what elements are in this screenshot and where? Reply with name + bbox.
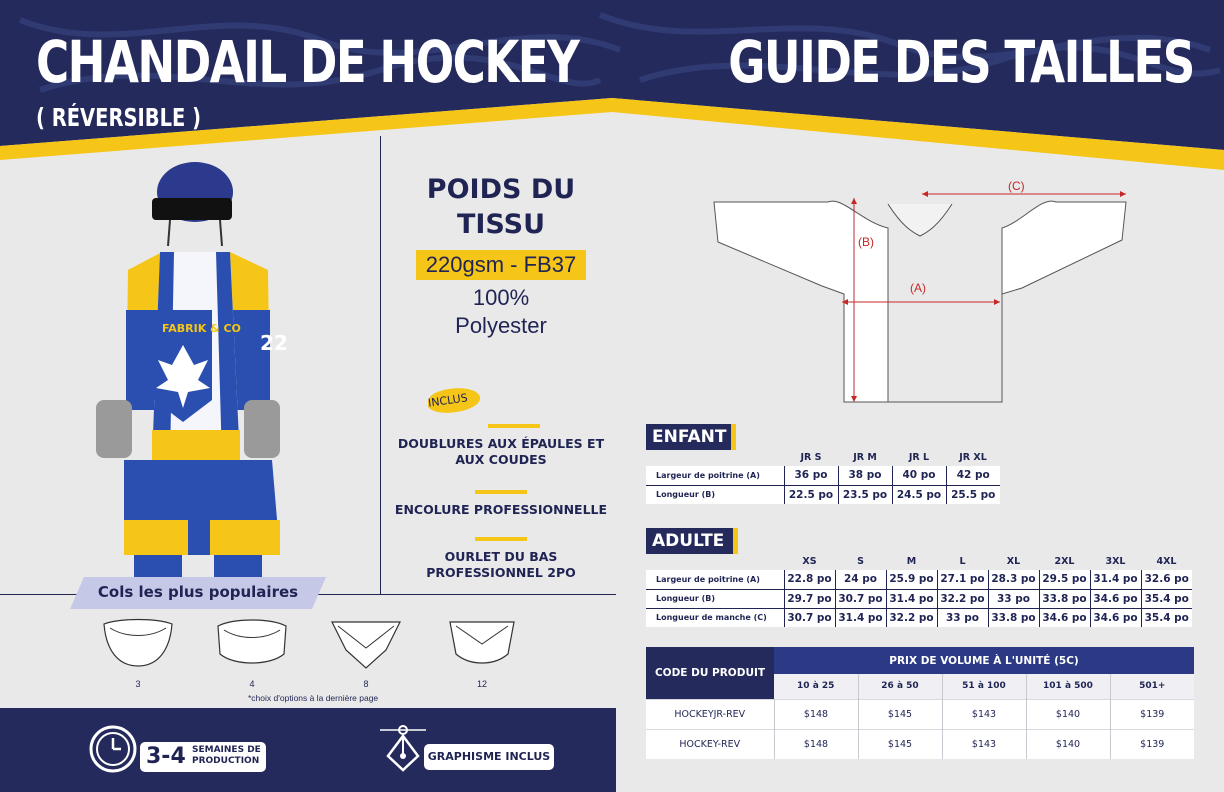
table-cell: 33.8 po <box>988 608 1039 627</box>
page-subtitle: ( RÉVERSIBLE ) <box>36 103 202 132</box>
label-b: (B) <box>858 235 874 249</box>
quantity-header: 51 à 100 <box>942 674 1026 699</box>
hockey-player-illustration <box>90 160 300 580</box>
table-cell: 34.6 po <box>1090 589 1141 608</box>
adulte-size-table <box>646 552 1192 627</box>
table-row <box>646 589 1192 608</box>
price-cell: $140 <box>1026 699 1110 729</box>
column-header: M <box>906 555 917 567</box>
collar-label: 3 <box>135 679 141 689</box>
pricing-row <box>646 729 1194 759</box>
table-cell: 35.4 po <box>1141 608 1192 627</box>
table-cell: 38 po <box>838 466 892 485</box>
feature-bar <box>488 424 540 428</box>
collar-label: 4 <box>249 679 255 689</box>
product-code-header: CODE DU PRODUIT <box>646 647 774 699</box>
quantity-header: 101 à 500 <box>1026 674 1110 699</box>
feature-item <box>386 490 616 518</box>
production-text-line2: PRODUCTION <box>192 756 260 766</box>
table-cell: 28.3 po <box>988 570 1039 589</box>
included-badge <box>424 383 482 419</box>
product-code: HOCKEY-REV <box>646 729 774 759</box>
table-cell: 33.8 po <box>1039 589 1090 608</box>
price-cell: $140 <box>1026 729 1110 759</box>
row-label: Longueur de manche (C) <box>646 608 784 627</box>
graphics-included-badge: GRAPHISME INCLUS <box>424 744 554 770</box>
feature-item <box>386 537 616 581</box>
table-row <box>646 608 1192 627</box>
table-cell: 34.6 po <box>1090 608 1141 627</box>
collar-8-icon <box>328 614 404 670</box>
column-header: JR XL <box>959 451 987 463</box>
footer-bar <box>0 708 616 792</box>
quantity-header: 26 à 50 <box>858 674 942 699</box>
table-cell: 25.5 po <box>946 485 1000 504</box>
empty-header <box>646 552 784 570</box>
price-cell: $139 <box>1110 729 1194 759</box>
column-header: JR M <box>853 451 877 463</box>
table-cell: 36 po <box>784 466 838 485</box>
collar-option[interactable] <box>100 614 176 689</box>
pricing-table <box>646 647 1194 759</box>
table-cell: 35.4 po <box>1141 589 1192 608</box>
table-cell: 31.4 po <box>1090 570 1141 589</box>
enfant-label: ENFANT <box>646 424 736 450</box>
table-header-row <box>646 448 1000 466</box>
table-cell: 24.5 po <box>892 485 946 504</box>
row-label: Largeur de poitrine (A) <box>646 466 784 485</box>
label-c: (C) <box>1008 179 1025 193</box>
pen-tool-icon <box>378 722 428 776</box>
feature-bar <box>475 537 527 541</box>
vertical-divider <box>380 136 381 594</box>
table-cell: 32.6 po <box>1141 570 1192 589</box>
table-cell: 29.7 po <box>784 589 835 608</box>
table-header-row <box>646 552 1192 570</box>
production-text-line1: SEMAINES DE <box>192 745 261 755</box>
column-header: JR L <box>908 451 930 463</box>
table-cell: 40 po <box>892 466 946 485</box>
page-title-left: CHANDAIL DE HOCKEY <box>36 28 579 96</box>
collars-banner-text: Cols les plus populaires <box>97 583 299 601</box>
quantity-header: 501+ <box>1110 674 1194 699</box>
collar-12-icon <box>444 614 520 670</box>
pricing-header-row <box>646 647 1194 674</box>
table-row <box>646 466 1000 485</box>
header-banner <box>0 0 1224 180</box>
feature-text: ENCOLURE PROFESSIONNELLE <box>394 502 608 517</box>
column-header: XL <box>1006 555 1021 567</box>
table-cell: 23.5 po <box>838 485 892 504</box>
collar-3-icon <box>100 614 176 670</box>
badge-text: INCLUS <box>427 391 469 410</box>
production-time-badge <box>140 742 266 772</box>
table-cell: 31.4 po <box>886 589 937 608</box>
row-label: Longueur (B) <box>646 589 784 608</box>
price-cell: $139 <box>1110 699 1194 729</box>
table-cell: 32.2 po <box>886 608 937 627</box>
clock-icon <box>88 724 138 774</box>
table-cell: 22.5 po <box>784 485 838 504</box>
jersey-measurement-diagram <box>712 176 1136 406</box>
label-a: (A) <box>910 281 926 295</box>
row-label: Largeur de poitrine (A) <box>646 570 784 589</box>
adulte-label: ADULTE <box>646 528 738 554</box>
pricing-row <box>646 699 1194 729</box>
price-cell: $145 <box>858 729 942 759</box>
table-cell: 29.5 po <box>1039 570 1090 589</box>
column-header: JR S <box>800 451 822 463</box>
price-cell: $148 <box>774 699 858 729</box>
quantity-header: 10 à 25 <box>774 674 858 699</box>
jersey-number: 22 <box>260 331 288 355</box>
table-cell: 42 po <box>946 466 1000 485</box>
collar-label: 12 <box>476 679 487 689</box>
column-header: XS <box>802 555 817 567</box>
collar-option[interactable] <box>328 614 404 689</box>
fabric-material-percent: 100% <box>472 285 530 310</box>
table-cell: 34.6 po <box>1039 608 1090 627</box>
table-cell: 30.7 po <box>784 608 835 627</box>
table-cell: 33 po <box>988 589 1039 608</box>
column-header: L <box>959 555 966 567</box>
fabric-title: POIDS DU TISSU <box>426 174 576 240</box>
collar-option[interactable] <box>214 614 290 689</box>
collar-4-icon <box>214 614 290 670</box>
table-cell: 27.1 po <box>937 570 988 589</box>
empty-header <box>646 448 784 466</box>
jersey-brand-text: FABRIK & CO <box>162 322 241 335</box>
row-label: Longueur (B) <box>646 485 784 504</box>
table-cell: 24 po <box>835 570 886 589</box>
table-cell: 30.7 po <box>835 589 886 608</box>
price-cell: $143 <box>942 729 1026 759</box>
table-cell: 32.2 po <box>937 589 988 608</box>
column-header: 3XL <box>1105 555 1126 567</box>
feature-text: OURLET DU BAS PROFESSIONNEL 2PO <box>426 549 576 580</box>
production-weeks-number: 3-4 <box>146 744 186 769</box>
table-row <box>646 570 1192 589</box>
table-cell: 25.9 po <box>886 570 937 589</box>
column-header: 4XL <box>1156 555 1177 567</box>
table-row <box>646 485 1000 504</box>
price-cell: $145 <box>858 699 942 729</box>
collars-banner <box>70 577 326 609</box>
collar-option[interactable] <box>444 614 520 689</box>
fabric-code: 220gsm - FB37 <box>416 250 586 280</box>
page-title-right: GUIDE DES TAILLES <box>728 28 1194 96</box>
price-cell: $143 <box>942 699 1026 729</box>
fabric-info <box>386 172 616 340</box>
feature-item <box>386 424 616 468</box>
enfant-size-table <box>646 448 1000 504</box>
volume-price-header: PRIX DE VOLUME À L'UNITÉ (5C) <box>774 647 1194 674</box>
collar-label: 8 <box>363 679 369 689</box>
table-cell: 22.8 po <box>784 570 835 589</box>
feature-bar <box>475 490 527 494</box>
table-cell: 33 po <box>937 608 988 627</box>
product-code: HOCKEYJR-REV <box>646 699 774 729</box>
fabric-material-name: Polyester <box>455 313 547 338</box>
collars-note: *choix d'options à la dernière page <box>248 693 379 703</box>
column-header: 2XL <box>1054 555 1075 567</box>
price-cell: $148 <box>774 729 858 759</box>
feature-text: DOUBLURES AUX ÉPAULES ET AUX COUDES <box>397 436 605 467</box>
table-cell: 31.4 po <box>835 608 886 627</box>
column-header: S <box>857 555 864 567</box>
